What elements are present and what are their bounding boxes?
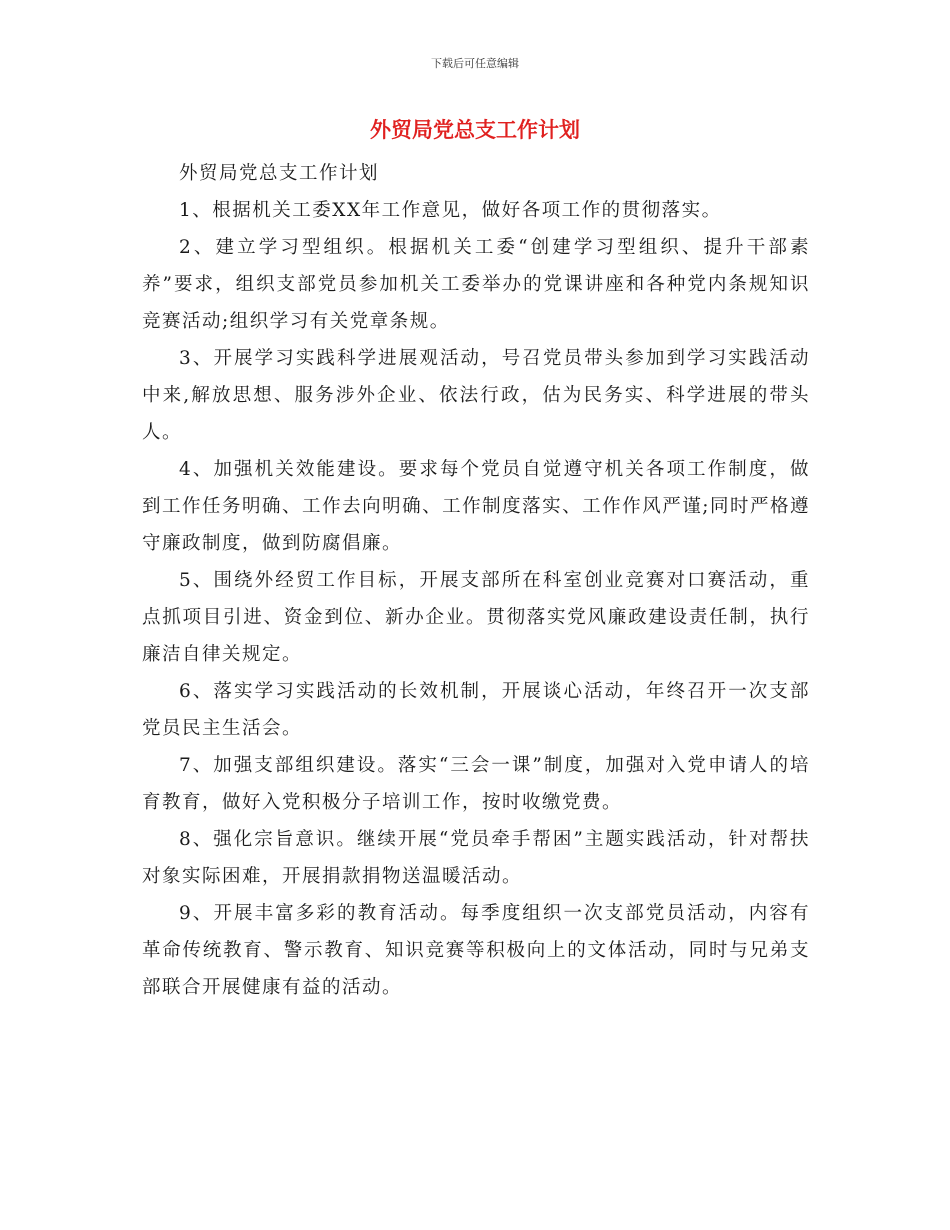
- document-title: 外贸局党总支工作计划: [370, 118, 580, 142]
- paragraph-item-5: 5、围绕外经贸工作目标，开展支部所在科室创业竞赛对口赛活动，重点抓项目引进、资金到位、新办企业。贯彻落实党风廉政建设责任制，执行廉洁自律关规定。: [142, 570, 810, 665]
- header-note: 下载后可任意编辑: [431, 57, 519, 70]
- paragraph-item-8: 8、强化宗旨意识。继续开展“党员牵手帮困”主题实践活动，针对帮扶对象实际困难，开展捐款捐物送温暖活动。: [142, 829, 810, 887]
- paragraph-item-3: 3、开展学习实践科学进展观活动，号召党员带头参加到学习实践活动中来,解放思想、服务涉外企业、依法行政，估为民务实、科学进展的带头人。: [142, 348, 810, 443]
- paragraph-item-2: 2、建立学习型组织。根据机关工委“创建学习型组织、提升干部素养”要求，组织支部党员参加机关工委举办的党课讲座和各种党内条规知识竞赛活动;组织学习有关党章条规。: [142, 237, 810, 332]
- paragraph-item-6: 6、落实学习实践活动的长效机制，开展谈心活动，年终召开一次支部党员民主生活会。: [142, 681, 810, 739]
- paragraph-subtitle: 外贸局党总支工作计划: [179, 163, 380, 184]
- document-body: [142, 155, 810, 1006]
- paragraph-item-7: 7、加强支部组织建设。落实“三会一课”制度，加强对入党申请人的培育教育，做好入党积极分子培训工作，按时收缴党费。: [142, 755, 810, 813]
- paragraph-item-1: 1、根据机关工委XX年工作意见，做好各项工作的贯彻落实。: [179, 200, 722, 221]
- paragraph-item-4: 4、加强机关效能建设。要求每个党员自觉遵守机关各项工作制度，做到工作任务明确、工作去向明确、工作制度落实、工作作风严谨;同时严格遵守廉政制度，做到防腐倡廉。: [142, 459, 810, 554]
- paragraph-item-9: 9、开展丰富多彩的教育活动。每季度组织一次支部党员活动，内容有革命传统教育、警示教育、知识竞赛等积极向上的文体活动，同时与兄弟支部联合开展健康有益的活动。: [142, 903, 810, 998]
